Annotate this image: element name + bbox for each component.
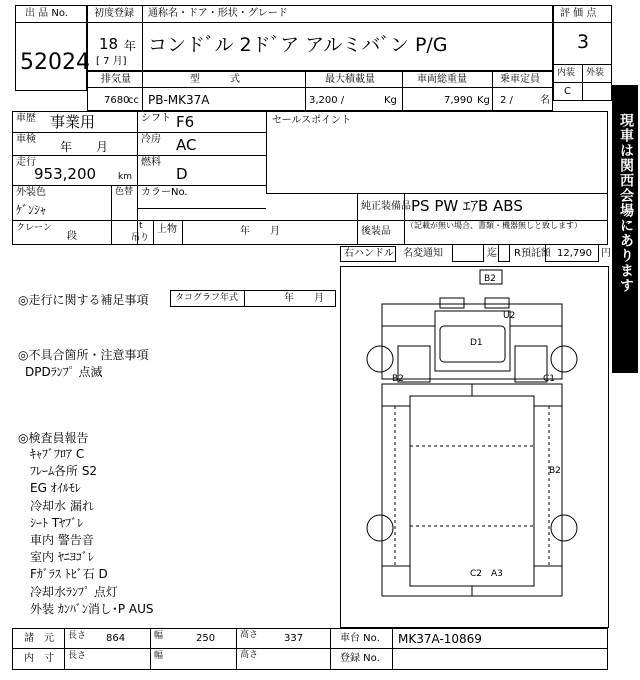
note-line: 冷却水ﾗﾝﾌﾟ 点灯 xyxy=(30,584,118,599)
aircon-label: 冷房 xyxy=(141,134,161,145)
grade-label: 評 価 点 xyxy=(560,8,597,19)
mark-c1: C1 xyxy=(543,374,556,384)
model-label: 通称名・ドア・形状・グレード xyxy=(148,8,288,19)
inspection-value: 年 月 xyxy=(60,140,109,154)
venue-sidebar xyxy=(612,85,638,373)
load-unit: Kg xyxy=(384,95,397,106)
lot-label: 出 品 No. xyxy=(25,8,68,19)
wheel-front-right xyxy=(551,346,577,372)
note-line: 外装 ｶﾝﾊﾞﾝ消し･P AUS xyxy=(30,601,154,616)
dims-label: 諸 元 xyxy=(24,633,54,644)
reg-year: 18 xyxy=(99,35,119,53)
wheel-rear-right xyxy=(551,515,577,541)
interior-label: 内装 xyxy=(557,68,576,78)
color-value: ｹﾞﾝｼｬ xyxy=(16,203,47,217)
exterior-label: 外装 xyxy=(586,68,605,78)
name-change-label: 名変通知 xyxy=(403,248,443,259)
tacho-label: タコグラフ年式 xyxy=(175,293,239,303)
recycle-box-1 xyxy=(498,244,510,262)
lot-number: 52024 xyxy=(20,50,90,75)
shift-label: シフト xyxy=(141,113,171,124)
footer-box xyxy=(12,628,608,670)
equipment-label: 純正装備品 xyxy=(361,201,411,212)
inspector-label: ◎検査員報告 xyxy=(18,431,89,445)
internal-label: 内 寸 xyxy=(24,653,54,664)
height-label: 高さ xyxy=(240,630,259,640)
fuel-value: D xyxy=(176,165,188,183)
inner-height-label: 高さ xyxy=(240,650,259,660)
rhd-text: 右ハンドル xyxy=(344,248,394,259)
crane-hoist: 吊り xyxy=(131,233,150,243)
note-line: ﾌﾚｰﾑ各所 S2 xyxy=(30,464,98,479)
mark-b2-right: B2 xyxy=(549,466,561,476)
venue-text: 現車は関西会場にあります xyxy=(618,113,634,293)
type-value: PB-MK37A xyxy=(148,93,210,107)
recycle-label: R預託額 xyxy=(514,248,551,259)
mileage-value: 953,200 xyxy=(34,165,97,183)
grade-value: 3 xyxy=(577,31,590,53)
recycle-value: 12,790 xyxy=(557,248,592,259)
sales-point-label: セールスポイント xyxy=(272,115,352,126)
mark-top-b2: B2 xyxy=(484,274,496,284)
mark-d1: D1 xyxy=(470,338,483,348)
note-line: DPDﾗﾝﾌﾟ 点滅 xyxy=(25,365,103,379)
note-line: ｷｬﾌﾞﾌﾛｱ C xyxy=(30,447,85,461)
interior-value: C xyxy=(564,86,571,97)
sidebar-bottom-diamonds: ◆◇ xyxy=(612,336,625,362)
first-reg-label: 初度登録 xyxy=(94,8,134,19)
capacity-label: 乗車定員 xyxy=(500,74,540,85)
mark-u2: U2 xyxy=(503,311,516,321)
height-value: 337 xyxy=(284,633,304,644)
chassis-label: 車台 No. xyxy=(340,633,380,644)
width-label: 幅 xyxy=(154,631,164,641)
chassis-value: MK37A-10869 xyxy=(398,632,482,646)
mileage-label: 走行 xyxy=(16,157,36,168)
color-change-label: 色替 xyxy=(115,187,134,197)
aircon-value: AC xyxy=(176,136,197,154)
equipment-value: PS PW ｴｱB ABS xyxy=(411,197,523,215)
color-no-label: カラーNo. xyxy=(141,187,188,198)
note-line: 冷却水 漏れ xyxy=(30,498,94,513)
gvw-value: 7,990 xyxy=(444,95,473,106)
note-line: 車内 警告音 xyxy=(30,533,94,547)
reg-no-label: 登録 No. xyxy=(340,653,380,664)
disp-unit: cc xyxy=(128,95,139,106)
defect-label: ◎不具合箇所・注意事項 xyxy=(18,348,149,362)
cargo-body xyxy=(382,384,562,596)
tacho-value: 年 月 xyxy=(284,293,324,304)
capacity-value: 2 / xyxy=(500,95,513,106)
history-label: 車歴 xyxy=(16,113,36,124)
capacity-unit: 名 xyxy=(540,95,550,106)
disp-label: 排気量 xyxy=(101,74,131,85)
fuel-label: 燃料 xyxy=(141,157,161,168)
reg-month: [ 7 月] xyxy=(96,56,127,67)
load-label: 最大積載量 xyxy=(325,74,375,85)
upper-label: 上物 xyxy=(157,224,177,235)
recycle-unit: 円 xyxy=(601,248,611,259)
model-name: コンドﾞル 2ドﾞア アルミバﾞン P/G xyxy=(148,34,448,56)
disp-value: 7680 xyxy=(104,95,130,106)
upper-value: 年 月 xyxy=(240,226,280,237)
history-value: 事業用 xyxy=(50,113,96,131)
inner-width-label: 幅 xyxy=(154,651,164,661)
shift-value: F6 xyxy=(176,113,195,131)
note-line: ｼｰﾄ Tﾔﾌﾞﾚ xyxy=(30,515,84,530)
mark-b2-left: B2 xyxy=(392,374,404,384)
truck-diagram xyxy=(340,266,609,628)
top-part xyxy=(485,298,509,308)
crane-value: 段 xyxy=(67,231,77,242)
crane-t: t xyxy=(139,221,143,231)
mileage-unit: km xyxy=(118,172,132,182)
length-label: 長さ xyxy=(68,631,87,641)
aftermarket-label: 後装品 xyxy=(361,226,391,237)
inspection-label: 車検 xyxy=(16,134,36,145)
note-line: 室内 ﾔﾆﾖｺﾞﾚ xyxy=(30,550,94,565)
note-line: Fｶﾞﾗｽ ﾄﾋﾞ石 D xyxy=(30,567,108,582)
length-value: 864 xyxy=(106,633,126,644)
aftermarket-note: （記載が無い場合、書類・機器無しと致します） xyxy=(406,221,582,230)
load-value: 3,200 / xyxy=(309,95,345,106)
gvw-unit: Kg xyxy=(477,95,490,106)
type-label: 型 式 xyxy=(190,74,240,85)
color-label: 外装色 xyxy=(16,187,46,198)
mark-c2-a3: C2 A3 xyxy=(470,569,503,579)
name-change-box xyxy=(452,244,484,262)
reg-year-unit: 年 xyxy=(124,39,137,53)
inner-length-label: 長さ xyxy=(68,651,87,661)
note-line: EG ｵｲﾙﾓﾚ xyxy=(30,481,81,496)
gvw-label: 車両総重量 xyxy=(417,74,467,85)
note-mark: 迄 xyxy=(487,248,497,259)
crane-label: クレーン xyxy=(16,223,52,233)
wheel-rear-left xyxy=(367,515,393,541)
wheel-front-left xyxy=(367,346,393,372)
width-value: 250 xyxy=(196,633,216,644)
supplement-label: ◎走行に関する補足事項 xyxy=(18,293,149,307)
